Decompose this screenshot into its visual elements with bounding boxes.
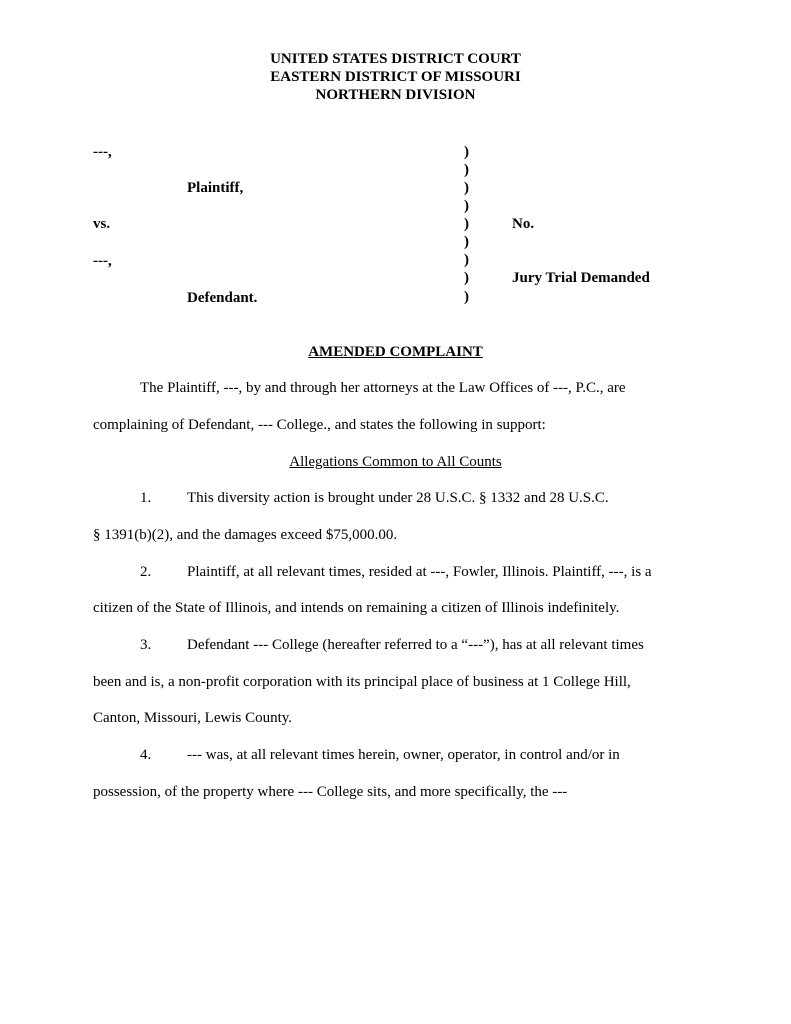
caption-paren: ) [464, 289, 469, 305]
paragraph-line: § 1391(b)(2), and the damages exceed $75,000.00. [93, 527, 398, 543]
plaintiff-label: Plaintiff, [187, 180, 244, 196]
caption-paren: ) [464, 270, 469, 286]
section-heading: Allegations Common to All Counts [289, 454, 502, 470]
document-title: AMENDED COMPLAINT [308, 344, 483, 360]
paragraph-number: 3. [140, 637, 152, 653]
caption-paren: ) [464, 162, 469, 178]
paragraph-number: 1. [140, 490, 152, 506]
caption-paren: ) [464, 144, 469, 160]
court-name: UNITED STATES DISTRICT COURT [270, 51, 521, 67]
jury-demand: Jury Trial Demanded [512, 270, 650, 286]
case-number-label: No. [512, 216, 535, 232]
paragraph-line: Canton, Missouri, Lewis County. [93, 710, 293, 726]
caption-paren: ) [464, 180, 469, 196]
caption-paren: ) [464, 234, 469, 250]
caption-paren: ) [464, 198, 469, 214]
paragraph-line: This diversity action is brought under 28 U.S.C. § 1332 and 28 U.S.C. [187, 490, 609, 506]
paragraph-number: 4. [140, 747, 152, 763]
paragraph-line: citizen of the State of Illinois, and intends on remaining a citizen of Illinois indefinitely. [93, 600, 620, 616]
paragraph-line: Plaintiff, at all relevant times, resided at ---, Fowler, Illinois. Plaintiff, ---, is a [187, 564, 652, 580]
caption-paren: ) [464, 252, 469, 268]
paragraph-line: possession, of the property where --- College sits, and more specifically, the --- [93, 784, 568, 800]
paragraph-line: Defendant --- College (hereafter referred to a “---”), has at all relevant times [187, 637, 644, 653]
caption-paren: ) [464, 216, 469, 232]
versus-label: vs. [93, 216, 111, 232]
paragraph-line: been and is, a non-profit corporation with its principal place of business at 1 College Hill, [93, 674, 631, 690]
intro-line: The Plaintiff, ---, by and through her attorneys at the Law Offices of ---, P.C., are [140, 380, 626, 396]
paragraph-line: --- was, at all relevant times herein, owner, operator, in control and/or in [187, 747, 620, 763]
court-division: NORTHERN DIVISION [315, 87, 476, 103]
defendant-name: ---, [93, 253, 112, 269]
paragraph-number: 2. [140, 564, 152, 580]
intro-line: complaining of Defendant, --- College., and states the following in support: [93, 417, 546, 433]
defendant-label: Defendant. [187, 290, 258, 306]
plaintiff-name: ---, [93, 144, 112, 160]
court-district: EASTERN DISTRICT OF MISSOURI [270, 69, 521, 85]
